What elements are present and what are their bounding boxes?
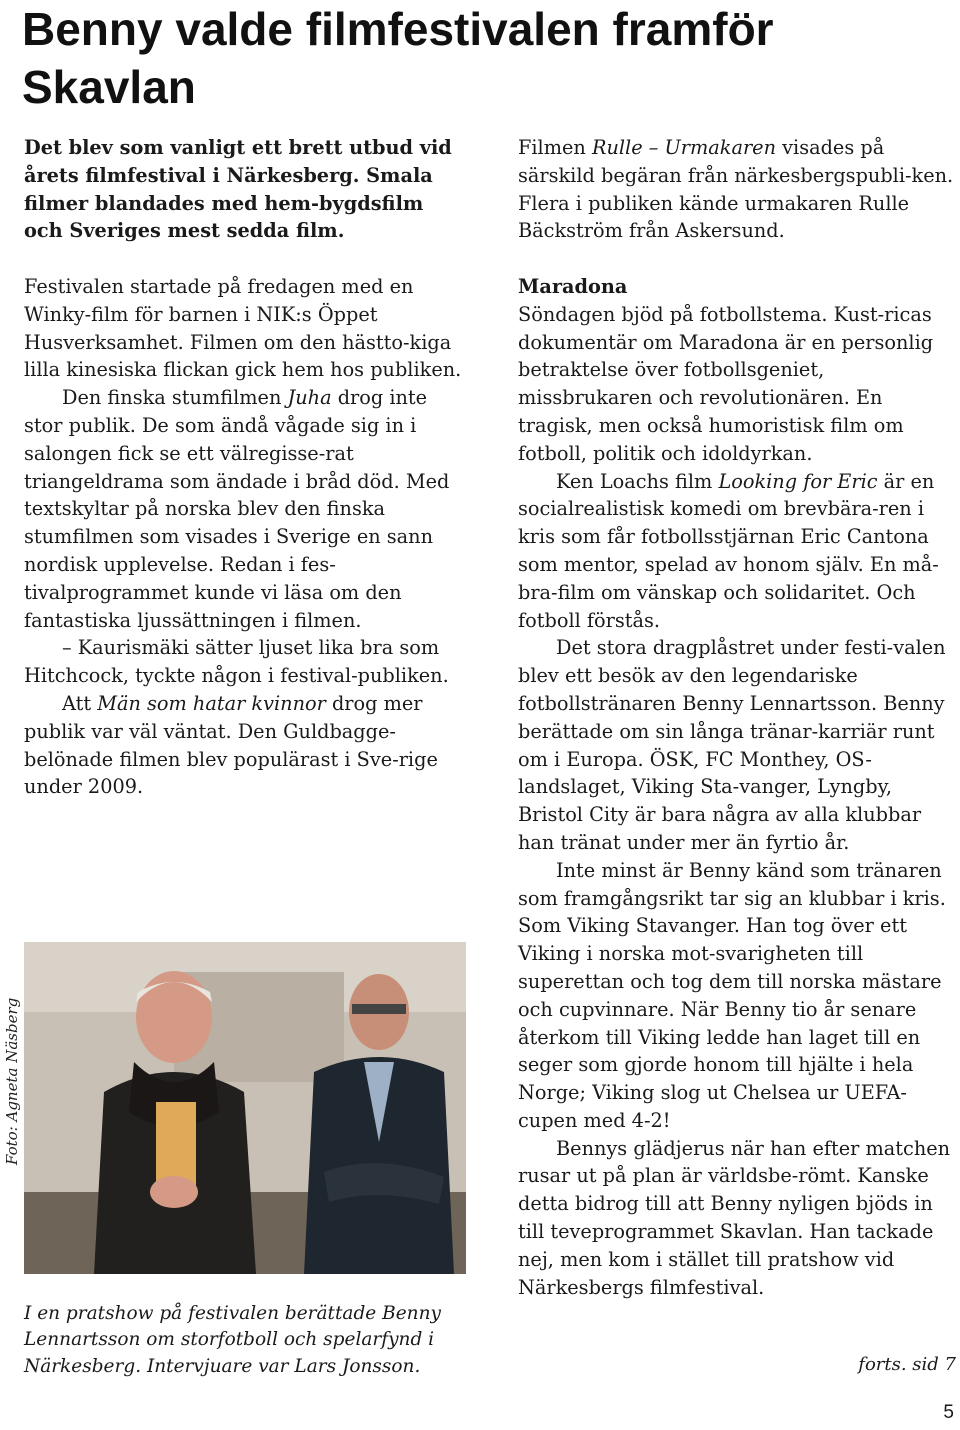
film-title: Rulle – Urmakaren — [591, 136, 777, 159]
film-title: Män som hatar kvinnor — [97, 691, 326, 715]
body-paragraph: Den finska stumfilmen Juha drog inte stor publik. De som ändå vågade sig in i salongen fick se ett välregisse-rat triangeldrama som ändade i bråd död. Med textskyltar på norska blev den finska stumfilmen som visades i Sverige en sann nordisk upplevelse. Redan i fes-tivalprogrammet kunde vi läsa om den fantastiska ljussättningen i filmen. — [24, 386, 450, 632]
photo-credit: Foto: Agneta Näsberg — [3, 997, 21, 1165]
body-paragraph: Inte minst är Benny känd som tränaren som framgångsrikt tar sig an klubbar i kris. Som Viking Stavanger. Han tog över ett Viking i norska mot-svarigheten till superettan och tog dem till norska mästare och cupvinnare. När Benny tio år senare återkom till Viking ledde han laget till en seger som gjorde honom till hjälte i hela Norge; Viking slog ut Chelsea ur UEFA-cupen med 4-2! — [518, 858, 946, 1132]
body-paragraph: Det stora dragplåstret under festi-valen blev ett besök av den legendariske fotbollstränaren Benny Lennartsson. Benny berättade om sin långa tränar-karriär runt om i Europa. ÖSK, FC Monthey, OS-landslaget, Viking Sta-vanger, Lyngby, Bristol City är bara några av alla klubbar han tränat under mer än fyrtio år. — [518, 636, 946, 854]
film-title: Juha — [287, 386, 332, 410]
body-paragraph: Söndagen bjöd på fotbollstema. Kust-ricas dokumentär om Maradona är en personlig betraktelse över fotbollsgeniet, missbrukaren och revolutionären. En tragisk, men också humoristisk film om fotboll, politik och idoldyrkan. — [518, 302, 934, 465]
body-paragraph: Bennys glädjerus när han efter matchen rusar ut på plan är världsbe-römt. Kanske detta bidrog till att Benny nyligen bjöds in till teveprogrammet Skavlan. Han tackade nej, men kom i stället till pratshow vid Närkesbergs filmfestival. — [518, 1136, 951, 1299]
subheading: Maradona — [518, 274, 628, 298]
body-paragraph: Filmen Rulle – Urmakaren visades på särskild begäran från närkesbergspubli-ken. Flera i publiken kände urmakaren Rulle Bäckström från Askersund. — [518, 136, 954, 243]
photo-caption: I en pratshow på festivalen berättade Benny Lennartsson om storfotboll och spelarfynd i Närkesberg. Intervjuare var Lars Jonsson. — [24, 1302, 441, 1377]
event-photo — [24, 942, 466, 1274]
continued-reference: forts. sid 7 — [858, 1354, 956, 1375]
body-paragraph: Ken Loachs film Looking for Eric är en socialrealistisk komedi om brevbära-ren i kris som får fotbollsstjärnan Eric Cantona som mentor, spelad av honom själv. En må-bra-film om vänskap och solidaritet. Och fotboll förstås. — [518, 469, 939, 632]
page-number: 5 — [943, 1402, 954, 1423]
film-title: Looking for Eric — [718, 469, 878, 493]
right-column — [518, 134, 960, 1301]
body-paragraph: Festivalen startade på fredagen med en Winky-film för barnen i NIK:s Öppet Husverksamhet. Filmen om den hästto-kiga lilla kinesiska flickan gick hem hos publiken. — [24, 274, 462, 382]
body-paragraph: Att Män som hatar kvinnor drog mer publik var väl väntat. Den Guldbagge-belönade filmen blev populärast i Sve-rige under 2009. — [24, 691, 438, 799]
left-column — [24, 134, 464, 801]
lead-paragraph: Det blev som vanligt ett brett utbud vid årets filmfestival i Närkesberg. Smala filmer blandades med hem-bygdsfilm och Sveriges mest sedda film. — [24, 136, 452, 243]
headline: Benny valde filmfestivalen framför Skavlan — [22, 3, 774, 113]
quote-paragraph: – Kaurismäki sätter ljuset lika bra som Hitchcock, tyckte någon i festival-publiken. — [24, 636, 449, 688]
photo-illustration — [24, 942, 466, 1274]
